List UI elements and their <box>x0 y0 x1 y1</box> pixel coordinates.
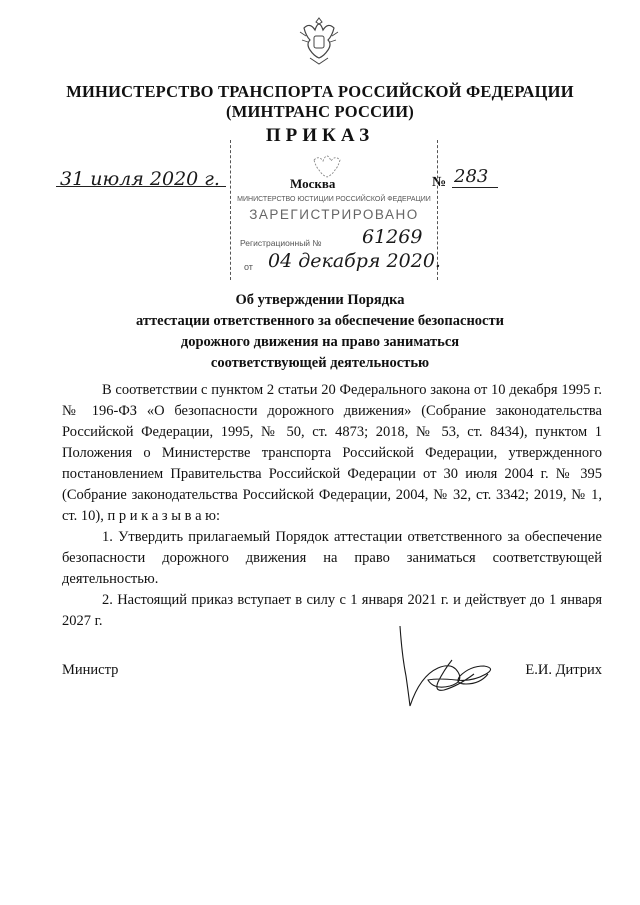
signatory-role: Министр <box>62 662 119 678</box>
document-body <box>62 380 602 632</box>
stamp-reg-label: Регистрационный № <box>240 238 322 248</box>
stamp-ministry-of-justice: МИНИСТЕРСТВО ЮСТИЦИИ РОССИЙСКОЙ ФЕДЕРАЦИИ <box>237 196 431 203</box>
russian-coat-of-arms-icon <box>296 14 342 68</box>
document-heading <box>0 290 640 374</box>
registration-date: 04 декабря 2020. <box>268 250 441 272</box>
number-underline <box>452 187 498 188</box>
preamble-paragraph: В соответствии с пунктом 2 статьи 20 Федерального закона от 10 декабря 1995 г. № 196-ФЗ «О безопасности дорожного движения» (Собрание законодательства Российской Федерации, 1995, № 50, ст. 4873; 2018, № 53, ст. 8434), пунктом 1 Положения о Министерстве транспорта Российской Федерации, утвержденного постановлением Правительства Российской Федерации от 30 июля 2004 г. № 395 (Собрание законодательства Российской Федерации, 2004, № 32, ст. 3342; 2019, № 1, ст. 10), п р и к а з ы в а ю: <box>62 382 602 524</box>
order-date: 31 июля 2020 г. <box>60 168 220 190</box>
ministry-name: МИНИСТЕРСТВО ТРАНСПОРТА РОССИЙСКОЙ ФЕДЕРАЦИИ <box>66 82 574 101</box>
handwritten-signature <box>392 620 522 712</box>
stamp-date-label: от <box>244 262 253 272</box>
ministry-short-name: (МИНТРАНС РОССИИ) <box>226 102 414 121</box>
date-underline <box>56 186 226 187</box>
registration-number: 61269 <box>362 226 423 248</box>
stamp-emblem-icon <box>310 150 344 180</box>
city: Москва <box>290 176 336 191</box>
signatory-name: Е.И. Дитрих <box>525 662 602 678</box>
heading-line: Об утверждении Порядка <box>235 292 405 308</box>
item-2-paragraph: 2. Настоящий приказ вступает в силу с 1 января 2021 г. и действует до 1 января 2027 г. <box>62 592 602 629</box>
heading-line: соответствующей деятельностью <box>210 355 430 371</box>
stamp-registered: ЗАРЕГИСТРИРОВАНО <box>249 207 419 222</box>
number-sign: № <box>432 175 447 190</box>
item-1-paragraph: 1. Утвердить прилагаемый Порядок аттестации ответственного за обеспечение безопасности дорожного движения на право заниматься соответствующей деятельностью. <box>62 529 602 587</box>
order-number: 283 <box>454 166 489 187</box>
heading-line: дорожного движения на право заниматься <box>180 334 460 350</box>
order-title: ПРИКАЗ <box>265 125 375 146</box>
heading-line: аттестации ответственного за обеспечение безопасности <box>136 313 504 329</box>
